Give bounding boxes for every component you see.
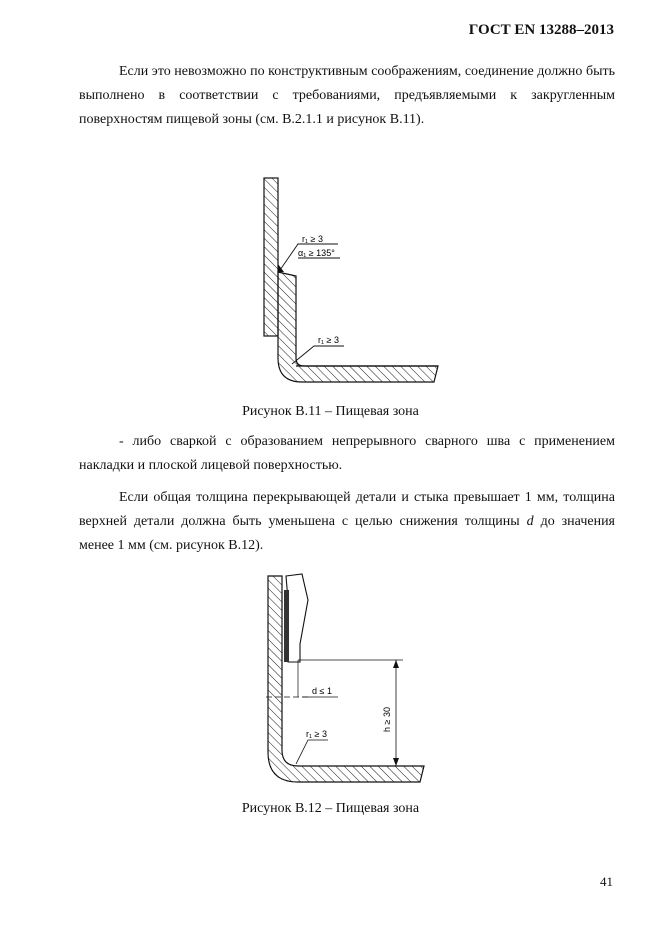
label-d: d ≤ 1 [312,686,332,696]
paragraph-3-text-b: до значения менее 1 мм (см. рисунок В.12). [79,514,615,553]
paragraph-1-text: Если это невозможно по конструктивным соображениям, соединение должно быть выполнено в соответствии с требованиями, предъявляемыми к закругленным поверхностям пищевой зоны (см. В.2.1.1 и рисунок В.11). [79,64,615,127]
label-r1-bottom: r₁ ≥ 3 [318,335,339,345]
label-alpha: α₁ ≥ 135° [298,248,335,258]
figure-b11-caption: Рисунок В.11 – Пищевая зона [242,404,419,419]
paragraph-3 [79,486,615,558]
figure-b11 [240,172,450,387]
label-r1-top: r₁ ≥ 3 [302,234,323,244]
paragraph-2 [79,430,615,478]
label-h: h ≥ 30 [382,707,392,732]
paragraph-2-text: - либо сваркой с образованием непрерывного сварного шва с применением накладки и плоской лицевой поверхностью. [79,434,615,473]
wall-vertical [264,178,278,336]
page-number: 41 [600,874,613,889]
document-header: ГОСТ EN 13288–2013 [468,22,614,38]
figure-b12-caption: Рисунок В.12 – Пищевая зона [241,801,420,816]
paragraph-1 [79,60,615,132]
figure-b12 [258,570,438,785]
label-r1: r₁ ≥ 3 [306,729,327,739]
paragraph-3-text-a: Если общая толщина перекрывающей детали и стыка превышает 1 мм, толщина верхней детали должна быть уменьшена с целью снижения толщины [79,490,615,529]
joint-layer [284,590,289,662]
upper-plate [286,574,308,662]
variable-d: d [526,514,534,529]
